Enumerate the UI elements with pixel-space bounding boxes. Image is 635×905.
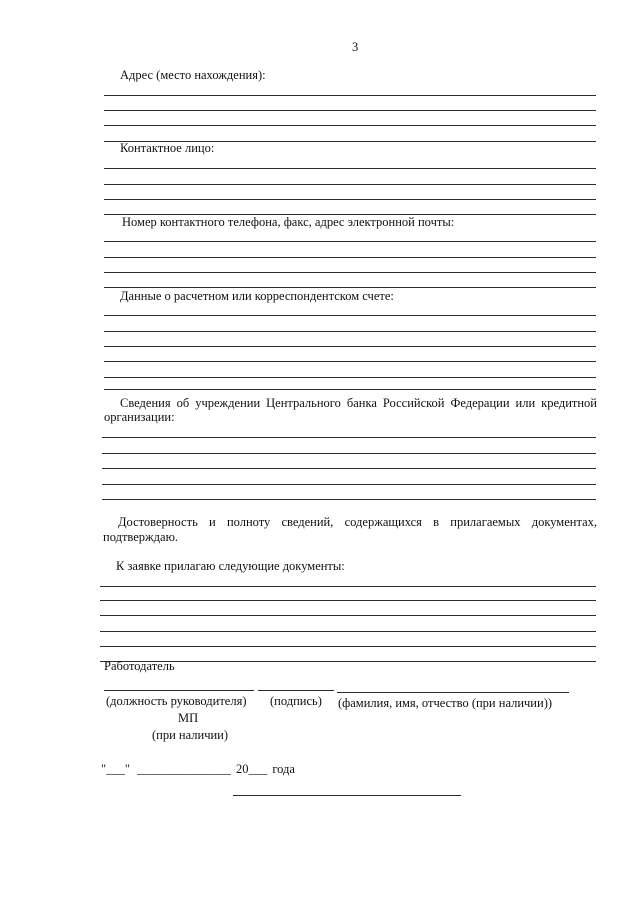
date-day-blank[interactable]: ___ — [106, 762, 125, 776]
bank-info-line[interactable] — [102, 499, 596, 500]
contact-person-line[interactable] — [104, 199, 596, 200]
confirmation-text: Достоверность и полноту сведений, содержащихся в прилагаемых документах, — [118, 515, 597, 529]
bank-info-line[interactable] — [102, 468, 596, 469]
contact-phone-line[interactable] — [104, 257, 596, 258]
attachments-line[interactable] — [100, 600, 596, 601]
bank-info-line[interactable] — [102, 484, 596, 485]
position-caption: (должность руководителя) — [106, 694, 247, 708]
address-label: Адрес (место нахождения): — [120, 68, 266, 82]
attachments-line[interactable] — [100, 631, 596, 632]
position-signature-line[interactable] — [104, 690, 254, 691]
bank-info-label-cont: организации: — [104, 410, 175, 424]
signature-line[interactable] — [258, 690, 334, 691]
signature-caption: (подпись) — [270, 694, 322, 708]
bank-info-line[interactable] — [102, 437, 596, 438]
date-close-quote: " — [124, 762, 130, 776]
contact-phone-line[interactable] — [104, 241, 596, 242]
bank-account-label: Данные о расчетном или корреспондентском счете: — [120, 289, 394, 303]
date-open-quote: " — [101, 762, 107, 776]
confirmation-text-cont: подтверждаю. — [103, 530, 179, 544]
name-signature-line[interactable] — [337, 692, 569, 693]
attachments-label: К заявке прилагаю следующие документы: — [116, 559, 345, 573]
stamp-note: (при наличии) — [152, 728, 229, 742]
date-year-blank[interactable]: ___ — [248, 762, 268, 776]
bank-account-line[interactable] — [104, 315, 596, 316]
address-line[interactable] — [104, 125, 596, 126]
contact-person-label: Контактное лицо: — [120, 141, 215, 155]
bank-account-line[interactable] — [104, 361, 596, 362]
contact-phone-label: Номер контактного телефона, факс, адрес электронной почты: — [122, 215, 455, 229]
attachments-line[interactable] — [100, 586, 596, 587]
attachments-line[interactable] — [100, 646, 596, 647]
attachments-line[interactable] — [100, 615, 596, 616]
contact-person-line[interactable] — [104, 168, 596, 169]
bank-account-line[interactable] — [104, 346, 596, 347]
bank-account-line[interactable] — [104, 377, 596, 378]
bank-account-line[interactable] — [104, 389, 596, 390]
bank-info-line[interactable] — [102, 453, 596, 454]
employer-label: Работодатель — [104, 659, 175, 673]
bottom-signature-line[interactable] — [233, 795, 461, 796]
date-month-blank[interactable]: _______________ — [137, 762, 231, 776]
date-field[interactable] — [101, 762, 295, 777]
page-number: 3 — [352, 40, 359, 54]
date-year-word: года — [272, 762, 295, 776]
contact-person-line[interactable] — [104, 184, 596, 185]
bank-account-line[interactable] — [104, 331, 596, 332]
stamp-label: МП — [178, 711, 199, 725]
address-line[interactable] — [104, 110, 596, 111]
date-year-prefix: 20 — [235, 762, 249, 776]
bank-info-label: Сведения об учреждении Центрального банка Российской Федерации или кредитной — [120, 396, 597, 410]
contact-phone-line[interactable] — [104, 272, 596, 273]
contact-phone-line[interactable] — [104, 287, 596, 288]
name-caption: (фамилия, имя, отчество (при наличии)) — [338, 696, 553, 710]
address-line[interactable] — [104, 95, 596, 96]
